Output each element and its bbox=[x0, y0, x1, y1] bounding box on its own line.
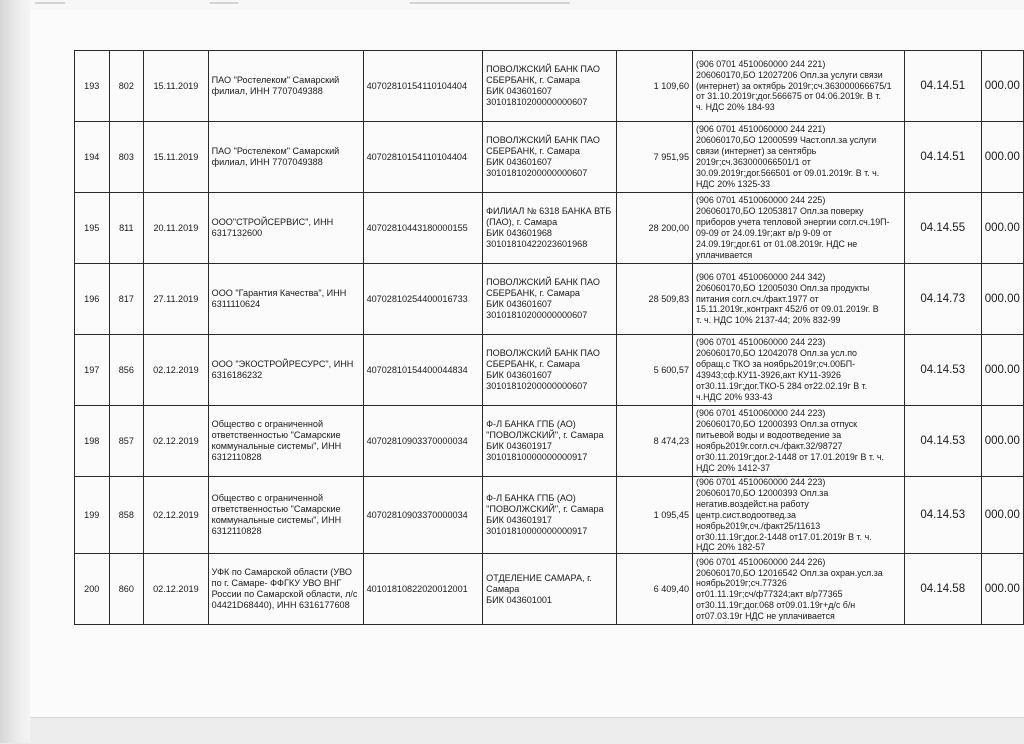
account-cell: 40702810254400016733 bbox=[363, 264, 483, 335]
payee-cell-line: ПАО "Ростелеком" Самарский bbox=[211, 75, 340, 85]
purpose-cell-line: от30.11.19г;дог.068 от09.01.19г+д/с б/н bbox=[696, 600, 856, 611]
budget-code-cell: 04.14.55 bbox=[904, 193, 981, 264]
bank-cell bbox=[483, 51, 617, 122]
amount-cell: 1 109,60 bbox=[617, 51, 693, 122]
purpose-cell-line: (906 0701 4510060000 244 225) bbox=[696, 195, 826, 206]
budget-code-cell: 04.14.51 bbox=[904, 122, 981, 193]
bank-cell bbox=[483, 406, 617, 477]
amount-cell: 7 951,95 bbox=[617, 122, 693, 193]
document-number-cell: 802 bbox=[109, 51, 144, 122]
account-cell: 40702810903370000034 bbox=[363, 406, 483, 477]
row-number-cell: 199 bbox=[75, 477, 110, 554]
payee-cell bbox=[208, 335, 363, 406]
bank-cell-line: (ПАО), г. Самара bbox=[486, 217, 558, 227]
budget-code-cell: 04.14.53 bbox=[904, 406, 981, 477]
row-number-cell: 198 bbox=[75, 406, 110, 477]
table-row bbox=[75, 51, 1024, 122]
bank-cell-line: 30101810200000000607 bbox=[486, 381, 588, 391]
payments-table bbox=[74, 50, 1024, 625]
purpose-cell-line: уплачивается bbox=[696, 249, 753, 260]
document-number-cell: 817 bbox=[109, 264, 144, 335]
purpose-cell-line: НДС 20% 182-57 bbox=[696, 542, 766, 553]
amount-cell: 5 600,57 bbox=[617, 335, 693, 406]
amount-cell: 6 409,40 bbox=[617, 554, 693, 625]
purpose-cell-line: от07.03.19г НДС не уплачивается bbox=[696, 611, 835, 622]
budget-code-cell: 04.14.53 bbox=[904, 477, 981, 554]
bank-cell-line: 30101810422023601968 bbox=[486, 239, 588, 249]
purpose-cell-line: 30.09.2019г;дог.566501 от 09.01.2019г. В т. ч. bbox=[696, 167, 880, 178]
payee-cell-line: коммунальные системы", ИНН bbox=[211, 441, 342, 451]
purpose-cell-line: (906 0701 4510060000 244 221) bbox=[696, 58, 826, 69]
purpose-cell-line: 206060170,БО 12053817 Опл.за поверку bbox=[696, 206, 864, 217]
date-cell: 02.12.2019 bbox=[144, 554, 209, 625]
bank-cell-line: ОТДЕЛЕНИЕ САМАРА, г. bbox=[486, 572, 592, 583]
payee-cell-line: Общество с ограниченной bbox=[211, 493, 324, 504]
payee-cell-line: по г. Самаре- ФФГКУ УВО ВНГ bbox=[211, 578, 342, 589]
payee-cell-line: филиал, ИНН 7707049388 bbox=[211, 157, 323, 167]
purpose-cell-line: центр.сист.водоотвед.за bbox=[696, 509, 796, 520]
payee-cell-line: ПАО "Ростелеком" Самарский bbox=[211, 146, 340, 156]
purpose-cell-line: (906 0701 4510060000 244 223) bbox=[696, 477, 826, 487]
bank-cell-line: 30101810200000000607 bbox=[486, 168, 588, 178]
purpose-cell-line: приборов учета тепловой энергии согл.сч.19П- bbox=[696, 217, 890, 228]
payee-cell-line: 6312110828 bbox=[211, 526, 262, 537]
row-number-cell: 197 bbox=[75, 335, 110, 406]
page-bottom-margin bbox=[30, 717, 1024, 744]
purpose-cell-line: (906 0701 4510060000 244 221) bbox=[696, 124, 826, 135]
payee-cell bbox=[208, 264, 363, 335]
purpose-cell-line: негатив.воздейст.на работу bbox=[696, 498, 809, 509]
bank-cell-line: Самара bbox=[486, 583, 520, 594]
bank-cell-line: ФИЛИАЛ № 6318 БАНКА ВТБ bbox=[486, 206, 612, 216]
purpose-cell-line: (906 0701 4510060000 244 226) bbox=[696, 556, 826, 567]
row-number-cell: 194 bbox=[75, 122, 110, 193]
document-number-cell: 803 bbox=[109, 122, 144, 193]
purpose-cell-line: (906 0701 4510060000 244 223) bbox=[696, 408, 826, 419]
purpose-cell-line: питьевой воды и водоотведение за bbox=[696, 430, 842, 441]
purpose-cell-line: 15.11.2019г.,контракт 452/б от 09.01.2019г. В bbox=[696, 304, 879, 315]
bank-cell-line: 30101810000000000917 bbox=[486, 452, 588, 462]
payee-cell-line: России по Самарской области, л/с bbox=[211, 589, 358, 600]
bank-cell-line: 30101810000000000917 bbox=[486, 526, 588, 537]
purpose-cell-line: от 31.10.2019г;дог.566675 от 04.06.2019г. В т. bbox=[696, 91, 881, 102]
bank-cell-line: БИК 043601001 bbox=[486, 594, 552, 605]
account-cell: 40702810154400044834 bbox=[363, 335, 483, 406]
row-number-cell: 193 bbox=[75, 51, 110, 122]
truncated-code-cell: 000.00 bbox=[981, 51, 1023, 122]
purpose-cell-line: (906 0701 4510060000 244 223) bbox=[696, 337, 826, 348]
bank-cell-line: Ф-Л БАНКА ГПБ (АО) bbox=[486, 419, 576, 429]
truncated-code-cell: 000.00 bbox=[981, 406, 1023, 477]
bank-cell-line: Ф-Л БАНКА ГПБ (АО) bbox=[486, 493, 576, 504]
date-cell: 27.11.2019 bbox=[144, 264, 209, 335]
purpose-cell-line: 24.09.19г;дог.61 от 01.08.2019г. НДС не bbox=[696, 238, 858, 249]
purpose-cell-line: 206060170,БО 12000393 Опл.за отпуск bbox=[696, 419, 858, 430]
truncated-code-cell: 000.00 bbox=[981, 264, 1023, 335]
table-row bbox=[75, 193, 1024, 264]
bank-cell bbox=[483, 193, 617, 264]
row-number-cell: 195 bbox=[75, 193, 110, 264]
bank-cell bbox=[483, 554, 617, 625]
payee-cell bbox=[208, 554, 363, 625]
bank-cell-line: "ПОВОЛЖСКИЙ", г. Самара bbox=[486, 430, 604, 440]
purpose-cell-line: связи (интернет) за сентябрь bbox=[696, 146, 817, 157]
bank-cell-line: БИК 043601607 bbox=[486, 157, 552, 167]
purpose-cell-line: от30.11.19г;дог.2-1448 от17.01.2019г В т. ч. bbox=[696, 531, 872, 542]
date-cell: 02.12.2019 bbox=[144, 335, 209, 406]
truncated-code-cell: 000.00 bbox=[981, 335, 1023, 406]
purpose-cell bbox=[693, 477, 905, 554]
purpose-cell-line: 206060170,БО 12000393 Опл.за bbox=[696, 487, 829, 498]
payments-table-body bbox=[75, 51, 1024, 625]
purpose-cell-line: 09-09 от 24.09.19г;акт в/р 9-09 от bbox=[696, 228, 832, 238]
bank-cell bbox=[483, 477, 617, 554]
bank-cell-line: СБЕРБАНК, г. Самара bbox=[486, 146, 580, 156]
purpose-cell bbox=[693, 264, 905, 335]
payee-cell-line: 6316186232 bbox=[211, 370, 263, 380]
purpose-cell-line: ч. НДС 20% 184-93 bbox=[696, 102, 775, 113]
bank-cell bbox=[483, 264, 617, 335]
bank-cell-line: 30101810200000000607 bbox=[486, 310, 588, 320]
purpose-cell bbox=[693, 193, 905, 264]
table-row bbox=[75, 264, 1024, 335]
purpose-cell-line: 206060170,БО 12000599 Част.опл.за услуги bbox=[696, 135, 877, 146]
scan-left-edge bbox=[0, 0, 31, 743]
purpose-cell bbox=[693, 122, 905, 193]
purpose-cell-line: питания согл.сч./факт.1977 от bbox=[696, 293, 819, 304]
date-cell: 15.11.2019 bbox=[144, 122, 209, 193]
bank-cell-line: ПОВОЛЖСКИЙ БАНК ПАО bbox=[486, 64, 600, 74]
purpose-cell-line: (906 0701 4510060000 244 342) bbox=[696, 271, 826, 282]
row-number-cell: 196 bbox=[75, 264, 110, 335]
payee-cell-line: УФК по Самарской области (УВО bbox=[211, 567, 352, 578]
account-cell: 40702810154110104404 bbox=[363, 51, 483, 122]
budget-code-cell: 04.14.51 bbox=[904, 51, 981, 122]
payee-cell-line: 6312110828 bbox=[211, 452, 262, 462]
budget-code-cell: 04.14.58 bbox=[904, 554, 981, 625]
payee-cell bbox=[208, 193, 363, 264]
purpose-cell-line: 206060170,БО 12005030 Опл.за продукты bbox=[696, 282, 870, 293]
account-cell: 40702810443180000155 bbox=[363, 193, 483, 264]
date-cell: 15.11.2019 bbox=[144, 51, 209, 122]
table-row bbox=[75, 122, 1024, 193]
bank-cell-line: БИК 043601607 bbox=[486, 370, 552, 380]
purpose-cell-line: 206060170,БО 12016542 Опл.за охран.усл.за bbox=[696, 567, 883, 578]
payee-cell-line: 04421D68440), ИНН 6316177608 bbox=[211, 600, 350, 611]
purpose-cell bbox=[693, 51, 905, 122]
bank-cell-line: СБЕРБАНК, г. Самара bbox=[486, 288, 580, 298]
bank-cell-line: "ПОВОЛЖСКИЙ", г. Самара bbox=[486, 504, 604, 515]
purpose-cell bbox=[693, 406, 905, 477]
purpose-cell-line: от30.11.19г;дог.ТКО-5 284 от22.02.19г В т. bbox=[696, 380, 868, 391]
payee-cell-line: коммунальные системы", ИНН bbox=[211, 515, 342, 526]
purpose-cell-line: 2019г;сч.363000066501/1 от bbox=[696, 157, 811, 167]
date-cell: 20.11.2019 bbox=[144, 193, 209, 264]
bank-cell-line: БИК 043601917 bbox=[486, 441, 552, 451]
document-number-cell: 857 bbox=[109, 406, 144, 477]
bank-cell-line: БИК 043601607 bbox=[486, 86, 552, 96]
payee-cell-line: ответственностью "Самарские bbox=[211, 430, 341, 440]
account-cell: 40101810822020012001 bbox=[363, 554, 483, 625]
table-row bbox=[75, 406, 1024, 477]
bank-cell bbox=[483, 122, 617, 193]
truncated-code-cell: 000.00 bbox=[981, 554, 1023, 625]
bank-cell-line: СБЕРБАНК, г. Самара bbox=[486, 359, 580, 369]
account-cell: 40702810903370000034 bbox=[363, 477, 483, 554]
document-number-cell: 860 bbox=[109, 554, 144, 625]
bank-cell-line: БИК 043601917 bbox=[486, 515, 552, 526]
payee-cell bbox=[208, 477, 363, 554]
row-number-cell: 200 bbox=[75, 554, 110, 625]
truncated-code-cell: 000.00 bbox=[981, 122, 1023, 193]
purpose-cell-line: т. ч. НДС 10% 2137-44; 20% 832-99 bbox=[696, 315, 841, 326]
payee-cell-line: 6311110624 bbox=[211, 299, 261, 309]
bank-cell-line: ПОВОЛЖСКИЙ БАНК ПАО bbox=[486, 348, 600, 358]
payee-cell-line: ответственностью "Самарские bbox=[211, 504, 341, 515]
amount-cell: 28 509,83 bbox=[617, 264, 693, 335]
amount-cell: 1 095,45 bbox=[617, 477, 693, 554]
purpose-cell-line: от01.11.19г;сч/ф77324;акт в/р77365 bbox=[696, 589, 843, 600]
purpose-cell-line: НДС 20% 1325-33 bbox=[696, 178, 771, 189]
table-row bbox=[75, 554, 1024, 625]
purpose-cell bbox=[693, 335, 905, 406]
bank-cell-line: ПОВОЛЖСКИЙ БАНК ПАО bbox=[486, 135, 600, 145]
purpose-cell-line: (интернет) за октябрь 2019г;сч.363000066675/1 bbox=[696, 80, 892, 91]
payee-cell-line: ООО"СТРОЙСЕРВИС", ИНН bbox=[211, 217, 334, 227]
purpose-cell-line: 206060170,БО 12042078 Опл.за усл.по bbox=[696, 348, 857, 359]
bank-cell-line: ПОВОЛЖСКИЙ БАНК ПАО bbox=[486, 277, 600, 287]
amount-cell: 8 474,23 bbox=[617, 406, 693, 477]
document-number-cell: 811 bbox=[109, 193, 144, 264]
bank-cell-line: СБЕРБАНК, г. Самара bbox=[486, 75, 580, 85]
purpose-cell bbox=[693, 554, 905, 625]
bank-cell bbox=[483, 335, 617, 406]
payee-cell bbox=[208, 122, 363, 193]
purpose-cell-line: 43943;сф.КУ11-3926,акт КУ11-3926 bbox=[696, 370, 841, 380]
payee-cell bbox=[208, 51, 363, 122]
amount-cell: 28 200,00 bbox=[617, 193, 693, 264]
purpose-cell-line: ноябрь2019г.согл.сч./факт.32/98727 bbox=[696, 441, 843, 451]
payee-cell-line: филиал, ИНН 7707049388 bbox=[211, 86, 323, 96]
bank-cell-line: БИК 043601968 bbox=[486, 228, 552, 238]
document-number-cell: 858 bbox=[109, 477, 144, 554]
purpose-cell-line: 206060170,БО 12027206 Опл.за услуги связи bbox=[696, 69, 883, 80]
date-cell: 02.12.2019 bbox=[144, 477, 209, 554]
purpose-cell-line: ч.НДС 20% 933-43 bbox=[696, 391, 773, 402]
payee-cell-line: 6317132600 bbox=[211, 228, 263, 238]
payee-cell-line: ООО "Гарантия Качества", ИНН bbox=[211, 288, 347, 298]
bank-cell-line: 30101810200000000607 bbox=[486, 97, 588, 107]
purpose-cell-line: от30.11.2019г;дог.2-1448 от 17.01.2019г В т. ч. bbox=[696, 451, 884, 462]
budget-code-cell: 04.14.53 bbox=[904, 335, 981, 406]
truncated-code-cell: 000.00 bbox=[981, 477, 1023, 554]
payee-cell-line: Общество с ограниченной bbox=[211, 419, 324, 429]
table-row bbox=[75, 335, 1024, 406]
payee-cell bbox=[208, 406, 363, 477]
bank-cell-line: БИК 043601607 bbox=[486, 299, 552, 309]
document-number-cell: 856 bbox=[109, 335, 144, 406]
truncated-code-cell: 000.00 bbox=[981, 193, 1023, 264]
account-cell: 40702810154110104404 bbox=[363, 122, 483, 193]
budget-code-cell: 04.14.73 bbox=[904, 264, 981, 335]
payee-cell-line: ООО "ЭКОСТРОЙРЕСУРС", ИНН bbox=[211, 359, 354, 369]
purpose-cell-line: ноябрь2019г,сч./факт25/11613 bbox=[696, 520, 821, 531]
page-top-margin bbox=[30, 0, 1024, 10]
purpose-cell-line: ноябрь2019г;сч.77326 bbox=[696, 578, 787, 589]
table-row bbox=[75, 477, 1024, 554]
purpose-cell-line: обращ.с ТКО за ноябрь2019г;сч.00БП- bbox=[696, 359, 856, 370]
purpose-cell-line: НДС 20% 1412-37 bbox=[696, 462, 771, 473]
date-cell: 02.12.2019 bbox=[144, 406, 209, 477]
